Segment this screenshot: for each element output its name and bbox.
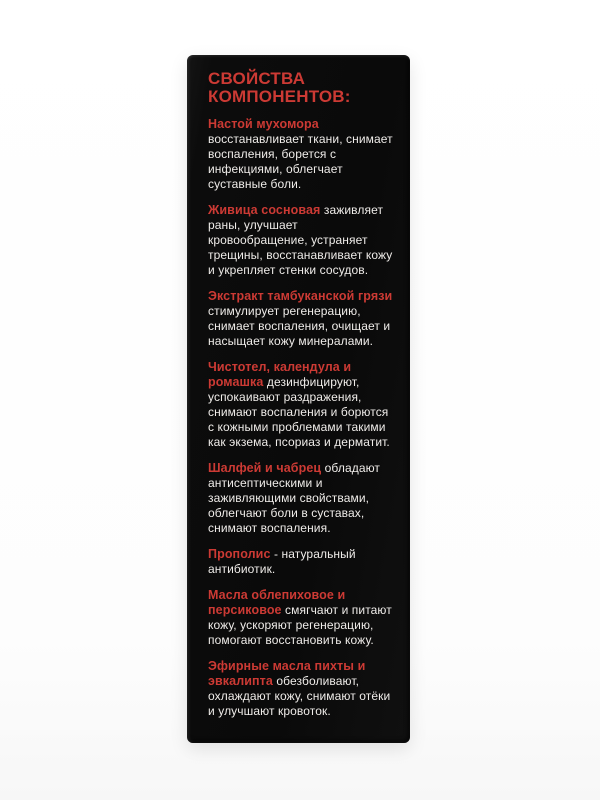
ingredient-section-pine-resin: [208, 203, 393, 278]
ingredient-description: заживляет раны, улучшает кровообращение, устраняет трещины, восстанавливает кожу и укрепляет стенки сосудов.: [208, 203, 393, 277]
ingredient-heading: Чистотел, календула и ромашка: [208, 360, 352, 389]
ingredient-description: обезболивают, охлаждают кожу, снимают отёки и улучшают кровоток.: [208, 674, 391, 718]
ingredient-description: смягчают и питают кожу, ускоряют регенерацию, помогают восстановить кожу.: [208, 603, 392, 647]
ingredient-section-propolis: [208, 547, 393, 577]
ingredient-section-sage-thyme: [208, 461, 393, 536]
ingredient-section-tambukan-mud: [208, 289, 393, 349]
ingredient-section-celandine-calendula-chamomile: [208, 360, 393, 450]
product-package: [187, 55, 410, 743]
ingredient-description: - натуральный антибиотик.: [208, 547, 356, 576]
ingredient-heading: Живица сосновая: [208, 203, 321, 217]
ingredient-description: дезинфицируют, успокаивают раздражения, снимают воспаления и борются с кожными проблемами такими как экзема, псориаз и дерматит.: [208, 375, 390, 449]
ingredient-heading: Прополис: [208, 547, 271, 561]
ingredient-heading: Настой мухомора: [208, 117, 319, 131]
ingredient-section-seabuckthorn-peach-oils: [208, 588, 393, 648]
ingredient-heading: Эфирные масла пихты и эвкалипта: [208, 659, 366, 688]
ingredient-heading: Экстракт тамбуканской грязи: [208, 289, 393, 303]
ingredient-description: обладают антисептическими и заживляющими свойствами, облегчают боли в суставах, снимают воспаления.: [208, 461, 381, 535]
ingredient-heading: Шалфей и чабрец: [208, 461, 322, 475]
ingredient-section-mukhomor-infusion: [208, 117, 393, 192]
ingredient-heading: Масла облепиховое и персиковое: [208, 588, 346, 617]
ingredient-section-fir-eucalyptus-oils: [208, 659, 393, 719]
ingredient-description: восстанавливает ткани, снимает воспаления, борется с инфекциями, облегчает суставные боли.: [208, 132, 393, 191]
ingredient-description: стимулирует регенерацию, снимает воспаления, очищает и насыщает кожу минералами.: [208, 304, 391, 348]
properties-title: СВОЙСТВА КОМПОНЕНТОВ:: [208, 69, 351, 106]
